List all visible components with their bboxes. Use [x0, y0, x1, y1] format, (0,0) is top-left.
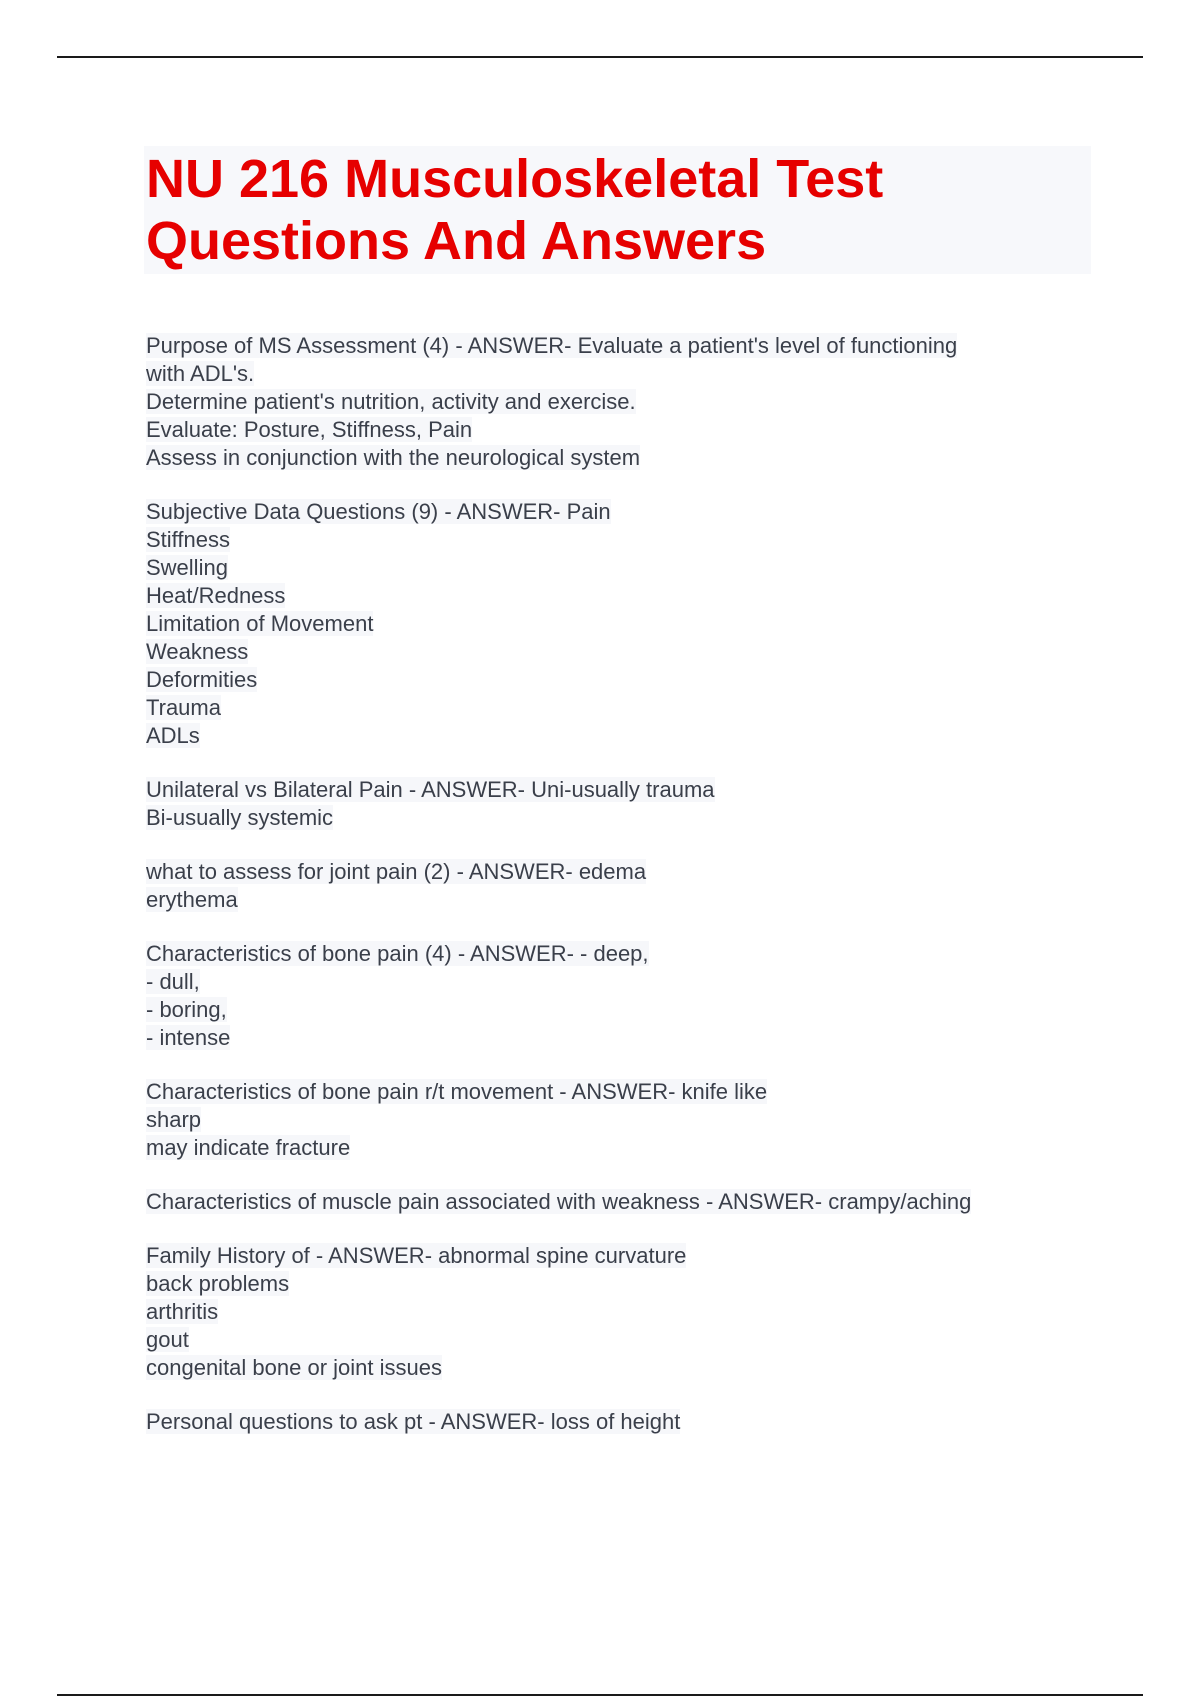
qa-line: may indicate fracture [146, 1135, 351, 1160]
qa-item-subjective-data [146, 498, 1106, 750]
qa-line: ADLs [146, 723, 200, 748]
qa-line: - intense [146, 1025, 231, 1050]
qa-item-personal-questions [146, 1408, 1106, 1436]
qa-line: Subjective Data Questions (9) - ANSWER- Pain [146, 499, 611, 524]
qa-line: erythema [146, 887, 238, 912]
qa-item-unilateral-bilateral [146, 776, 1106, 832]
qa-line: Family History of - ANSWER- abnormal spine curvature [146, 1243, 687, 1268]
page-title [146, 148, 1086, 272]
top-rule [57, 56, 1143, 58]
qa-item-muscle-pain [146, 1188, 1106, 1216]
qa-line: Assess in conjunction with the neurological system [146, 445, 641, 470]
qa-line: Swelling [146, 555, 228, 580]
qa-item-ms-assessment-purpose [146, 332, 1106, 472]
qa-item-bone-pain [146, 940, 1106, 1052]
qa-line: Heat/Redness [146, 583, 286, 608]
qa-line: Evaluate: Posture, Stiffness, Pain [146, 417, 473, 442]
qa-line: Purpose of MS Assessment (4) - ANSWER- Evaluate a patient's level of functioning [146, 333, 958, 358]
page-title-line-2: Questions And Answers [146, 211, 767, 271]
qa-line: Stiffness [146, 527, 230, 552]
qa-item-joint-pain [146, 858, 1106, 914]
qa-line: Characteristics of muscle pain associated with weakness - ANSWER- crampy/aching [146, 1189, 972, 1214]
qa-line: sharp [146, 1107, 202, 1132]
qa-line: Determine patient's nutrition, activity and exercise. [146, 389, 636, 414]
qa-line: back problems [146, 1271, 290, 1296]
qa-item-bone-pain-movement [146, 1078, 1106, 1162]
qa-line: Characteristics of bone pain r/t movement - ANSWER- knife like [146, 1079, 768, 1104]
qa-line: - boring, [146, 997, 227, 1022]
qa-line: - dull, [146, 969, 200, 994]
qa-line: congenital bone or joint issues [146, 1355, 442, 1380]
qa-line: Trauma [146, 695, 221, 720]
qa-line: Deformities [146, 667, 258, 692]
qa-line: Characteristics of bone pain (4) - ANSWER- - deep, [146, 941, 649, 966]
qa-list [146, 332, 1106, 1462]
qa-line: gout [146, 1327, 189, 1352]
qa-line: Unilateral vs Bilateral Pain - ANSWER- Uni-usually trauma [146, 777, 715, 802]
qa-line: arthritis [146, 1299, 219, 1324]
qa-line: Weakness [146, 639, 249, 664]
qa-line: what to assess for joint pain (2) - ANSWER- edema [146, 859, 647, 884]
qa-line: Limitation of Movement [146, 611, 374, 636]
page-title-line-1: NU 216 Musculoskeletal Test [146, 149, 884, 209]
qa-line: Bi-usually systemic [146, 805, 334, 830]
bottom-rule [57, 1694, 1143, 1696]
qa-item-family-history [146, 1242, 1106, 1382]
qa-line: with ADL's. [146, 361, 255, 386]
qa-line: Personal questions to ask pt - ANSWER- loss of height [146, 1409, 681, 1434]
